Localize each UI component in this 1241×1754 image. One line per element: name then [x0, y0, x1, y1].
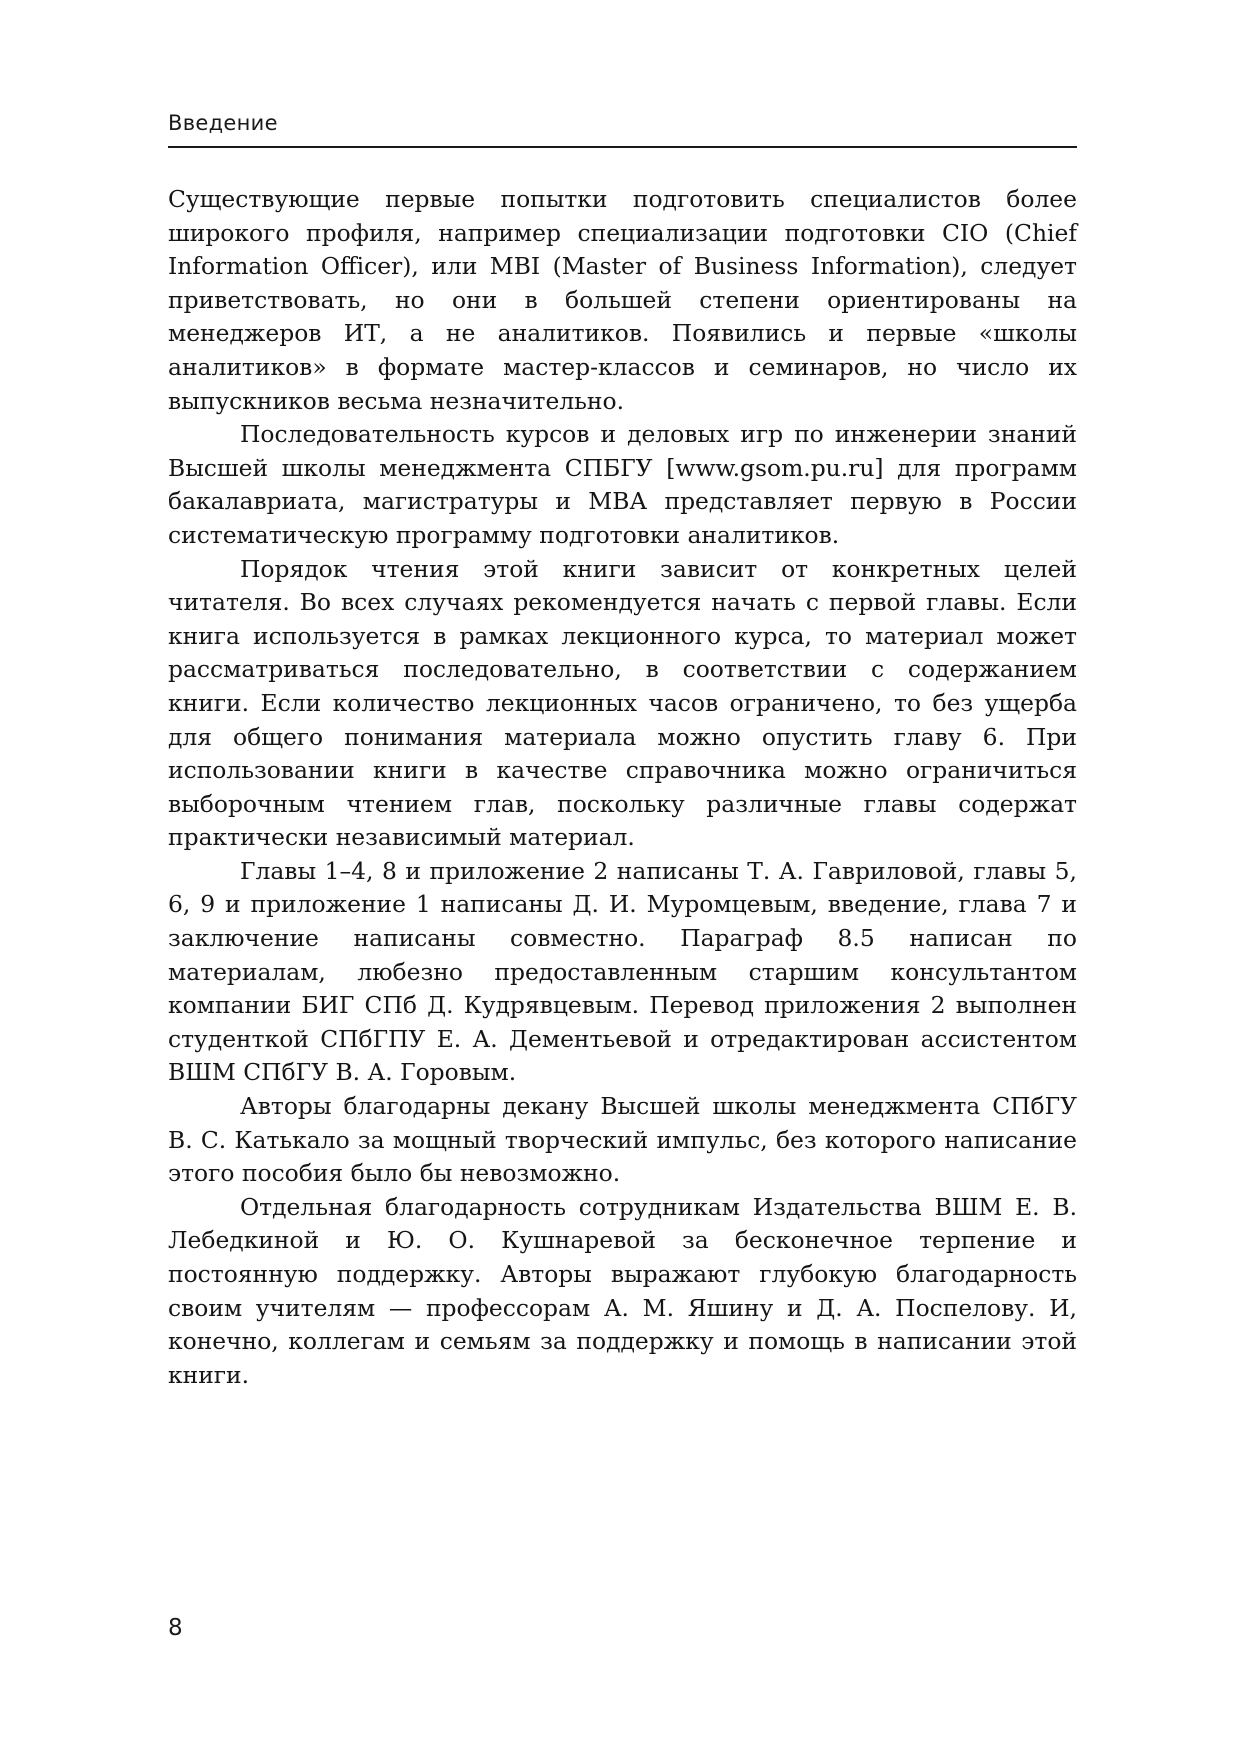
paragraph-3: Порядок чтения этой книги зависит от конкретных целей читателя. Во всех случаях рекомендуется начать с первой главы. Если книга используется в рамках лекционного курса, то материал может рассматриваться последовательно, в соответствии с содержанием книги. Если количество лекционных часов ограничено, то без ущерба для общего понимания материала можно опустить главу 6. При использовании книги в качестве справочника можно ограничиться выборочным чтением глав, поскольку различные главы содержат практически независимый материал.: [168, 554, 1077, 852]
main-text: [168, 183, 1077, 1392]
page-number: 8: [168, 1615, 183, 1641]
running-title: Введение: [168, 111, 278, 135]
paragraph-4: Главы 1–4, 8 и приложение 2 написаны Т. А. Гавриловой, главы 5, 6, 9 и приложение 1 написаны Д. И. Муромцевым, введение, глава 7 и заключение написаны совместно. Параграф 8.5 написан по материалам, любезно предоставленным старшим консультантом компании БИГ СПб Д. Кудрявцевым. Перевод приложения 2 выполнен студенткой СПбГПУ Е. А. Дементьевой и отредактирован ассистентом ВШМ СПбГУ В. А. Горовым.: [168, 856, 1077, 1087]
header-rule: [168, 146, 1077, 148]
paragraph-6: Отдельная благодарность сотрудникам Издательства ВШМ Е. В. Лебедкиной и Ю. О. Кушнаревой за бесконечное терпение и постоянную поддержку. Авторы выражают глубокую благодарность своим учителям — профессорам А. М. Яшину и Д. А. Поспелову. И, конечно, коллегам и семьям за поддержку и помощь в написании этой книги.: [168, 1192, 1077, 1389]
paragraph-2: Последовательность курсов и деловых игр по инженерии знаний Высшей школы менеджмента СПБГУ [www.gsom.pu.ru] для программ бакалавриата, магистратуры и МВА представляет первую в России систематическую программу подготовки аналитиков.: [168, 420, 1077, 549]
paragraph-5: Авторы благодарны декану Высшей школы менеджмента СПбГУ В. С. Катькало за мощный творческий импульс, без которого написание этого пособия было бы невозможно.: [168, 1092, 1077, 1188]
paragraph-1: Существующие первые попытки подготовить специалистов более широкого профиля, например специализации подготовки CIO (Chief Information Officer), или MBI (Master of Business Information), следует приветствовать, но они в большей степени ориентированы на менеджеров ИТ, а не аналитиков. Появились и первые «школы аналитиков» в формате мастер-классов и семинаров, но число их выпускников весьма незначительно.: [168, 185, 1077, 415]
